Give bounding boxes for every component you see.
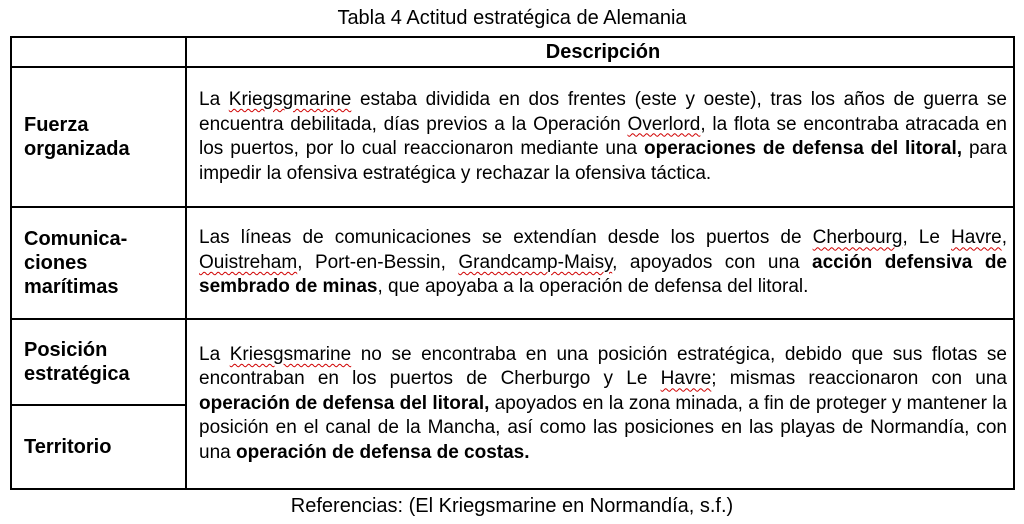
desc-text: , que apoyaba a la operación de defensa del litoral. (377, 276, 809, 298)
desc-text: , apoyados con una (612, 251, 813, 273)
desc-misspelled-word: Overlord (627, 113, 701, 135)
desc-misspelled-word: Cherbourg (812, 227, 903, 249)
desc-bold-text: acción defensiva de sembrado de minas (199, 251, 1007, 298)
desc-bold-text: operación de defensa de costas. (235, 441, 530, 463)
desc-misspelled-word: Ouistreham (199, 251, 298, 273)
strategic-attitude-table (10, 36, 1015, 490)
desc-misspelled-word: Kriegsgmarine (228, 89, 352, 110)
desc-text: estaba dividida en dos frentes (este y oeste), tras los años de guerra se encuentra debilitada, días previos a la Operación (199, 89, 1007, 135)
table-row-comunicaciones-maritimas (11, 207, 1014, 319)
row-description-fuerza-organizada (186, 67, 1014, 207)
desc-text: La (199, 89, 229, 110)
header-description-cell: Descripción (186, 37, 1014, 67)
desc-misspelled-word: Kriesgsmarine (229, 343, 352, 365)
table-caption: Tabla 4 Actitud estratégica de Alemania (337, 7, 687, 29)
desc-text: ; mismas reaccionaron con una (711, 368, 1008, 390)
table-row-fuerza-organizada (11, 67, 1014, 207)
desc-text: Las líneas de comunicaciones se extendían desde los puertos de (199, 227, 813, 249)
row-label-territorio: Territorio (11, 405, 186, 489)
row-label-posicion-estrategica: Posición estratégica (11, 319, 186, 405)
table-row-posicion-estrategica (11, 319, 1014, 405)
row-description-posicion-territorio (186, 319, 1014, 489)
table-header-row (11, 37, 1014, 67)
header-blank-cell (11, 37, 186, 67)
desc-text: , la flota se encontraba atracada en los puertos, por lo cual reaccionaron mediante una (199, 113, 1007, 159)
desc-bold-text: operación de defensa del litoral, (199, 392, 490, 414)
desc-text: para impedir la ofensiva estratégica y rechazar la ofensiva táctica. (199, 138, 1007, 184)
desc-misspelled-word: Havre (660, 368, 712, 390)
desc-misspelled-word: Grandcamp-Maisy (458, 251, 613, 273)
desc-text: no se encontraba en una posición estratégica, debido que sus flotas se encontraban en los puertos de Cherburgo y Le (199, 343, 1007, 390)
desc-bold-text: operaciones de defensa del litoral, (644, 138, 963, 159)
desc-text: La (199, 343, 230, 365)
reference-note: Referencias: (El Kriegsmarine en Normandía, s.f.) (290, 495, 734, 517)
desc-text: apoyados en la zona minada, a fin de proteger y mantener la posición en el canal de la Mancha, así como las posiciones en las playas de Normandía, con una (199, 392, 1007, 463)
desc-text: , (1001, 227, 1007, 249)
row-label-comunicaciones-maritimas: Comunica-ciones marítimas (11, 207, 186, 319)
desc-misspelled-word: Havre (951, 227, 1002, 249)
desc-text: , Le (902, 227, 952, 249)
row-description-comunicaciones-maritimas (186, 207, 1014, 319)
desc-text: , Port-en-Bessin, (297, 251, 459, 273)
row-label-fuerza-organizada: Fuerza organizada (11, 67, 186, 207)
